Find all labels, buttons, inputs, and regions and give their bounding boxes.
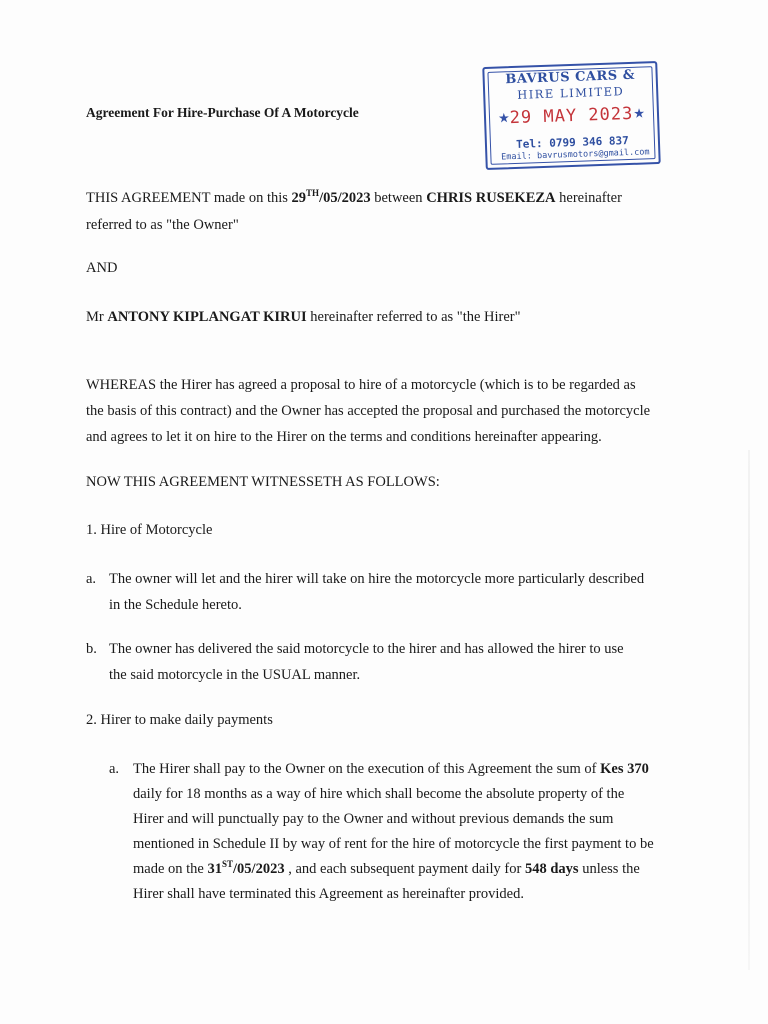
first-payment-day: 31 [207, 861, 222, 877]
section-2a-subsequent: , and each subsequent payment daily for [284, 861, 525, 877]
section-1a-line-2: in the Schedule hereto. [109, 597, 242, 613]
section-1b-marker: b. [86, 641, 97, 657]
section-1b-line-1: The owner has delivered the said motorcycle to the hirer and has allowed the hirer to use [109, 641, 624, 657]
whereas-line-2: the basis of this contract) and the Owner has accepted the proposal and purchased the motorcycle [86, 403, 651, 419]
whereas-line-3: and agrees to let it on hire to the Hirer on the terms and conditions hereinafter appearing. [86, 429, 602, 445]
section-2a-unless: unless the [578, 861, 640, 877]
section-1-heading: 1. Hire of Motorcycle [86, 522, 213, 538]
scan-edge-shadow [748, 450, 750, 970]
agreement-date-suffix: TH [306, 188, 320, 198]
stamp-date: 29 MAY 2023 [509, 103, 634, 129]
intro-text: THIS AGREEMENT made on this [86, 190, 292, 206]
stamp-star-right-icon: ★ [633, 105, 646, 121]
payment-days: 548 days [524, 861, 579, 877]
hirer-prefix: Mr [86, 309, 108, 325]
stamp-company-line2: HIRE LIMITED [516, 84, 625, 102]
intro-between: between [370, 190, 427, 206]
agreement-date [292, 190, 371, 206]
whereas-line-1: WHEREAS the Hirer has agreed a proposal to hire of a motorcycle (which is to be regarded as [86, 377, 636, 393]
daily-amount: Kes 370 [600, 761, 649, 777]
first-payment-suffix: ST [222, 859, 234, 869]
hirer-line [86, 305, 521, 329]
stamp-telephone: Tel: 0799 346 837 [515, 134, 629, 151]
section-2a-line-1 [133, 757, 649, 781]
stamp-company-line1: BAVRUS CARS & [505, 67, 636, 88]
and-separator: AND [86, 260, 118, 276]
section-2a-line-4: mentioned in Schedule II by way of rent for the hire of motorcycle the first payment to be [133, 836, 654, 852]
intro-line-2: referred to as "the Owner" [86, 217, 239, 233]
section-2a-line-1-text: The Hirer shall pay to the Owner on the execution of this Agreement the sum of [133, 761, 601, 777]
hirer-suffix: hereinafter referred to as "the Hirer" [306, 309, 521, 325]
stamp-star-left-icon: ★ [497, 110, 510, 126]
section-2a-line-3: Hirer and will punctually pay to the Owner and without previous demands the sum [133, 811, 614, 827]
section-1a-line-1: The owner will let and the hirer will take on hire the motorcycle more particularly described [109, 571, 645, 587]
first-payment-rest: /05/2023 [233, 861, 285, 877]
company-stamp [482, 61, 660, 170]
intro-line-1 [86, 186, 622, 210]
owner-name: CHRIS RUSEKEZA [426, 190, 556, 206]
section-2-heading: 2. Hirer to make daily payments [86, 712, 273, 728]
first-payment-date [208, 861, 285, 877]
agreement-date-day: 29 [291, 190, 307, 206]
section-2a-marker: a. [109, 761, 120, 777]
section-2a-line-2: daily for 18 months as a way of hire which shall become the absolute property of the [133, 786, 625, 802]
section-2a-line-5 [133, 857, 640, 881]
document-title: Agreement For Hire-Purchase Of A Motorcycle [86, 105, 359, 120]
intro-hereinafter: hereinafter [555, 190, 622, 206]
stamp-email: Email: bavrusmotors@gmail.com [501, 147, 650, 163]
section-1a-marker: a. [86, 571, 97, 587]
section-1b-line-2: the said motorcycle in the USUAL manner. [109, 667, 361, 683]
agreement-date-rest: /05/2023 [319, 190, 371, 206]
hirer-name: ANTONY KIPLANGAT KIRUI [107, 309, 307, 325]
witnesseth-heading: NOW THIS AGREEMENT WITNESSETH AS FOLLOWS: [86, 474, 440, 490]
section-2a-line-6: Hirer shall have terminated this Agreement as hereinafter provided. [133, 886, 524, 902]
section-2a-made-on: made on the [133, 861, 208, 877]
